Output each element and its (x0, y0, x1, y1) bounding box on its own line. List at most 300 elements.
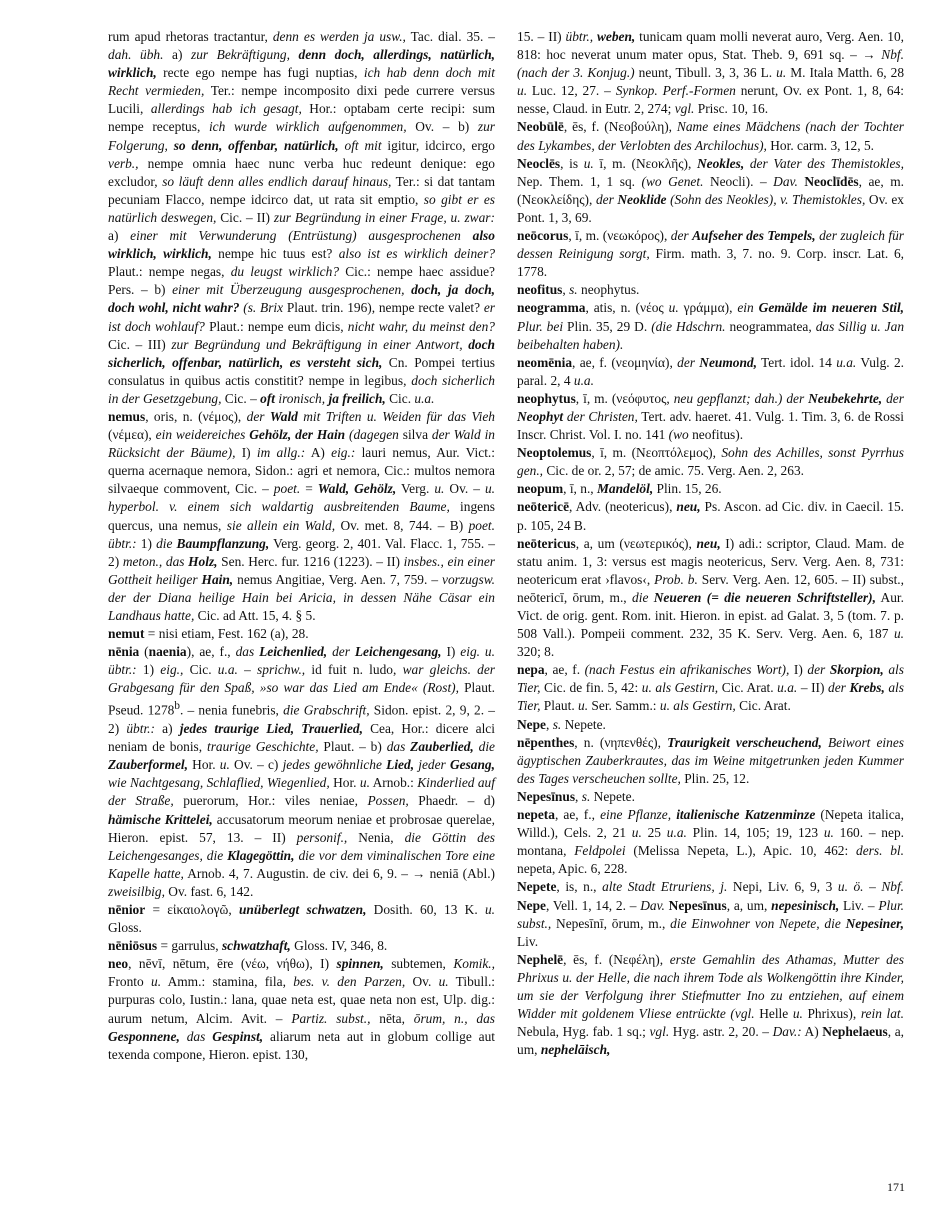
entry-text: einer mit Überzeugung ausgesprochenen, (172, 282, 405, 298)
entry-text: u. (517, 83, 528, 99)
entry-text: Aur. Vict. de orig. gent. Rom. init. Hieron. in epist. ad Galat. 3, 5 (tom. 7. p. 508 Vall.). Pompeii comment. 232, 35 K. Serv. Verg. Aen. 6, 187 (517, 589, 904, 642)
entry-text: er ist doch wohlauf? (108, 300, 495, 334)
entry-text: u. (631, 825, 642, 841)
entry-text: Gloss. (108, 920, 142, 936)
headword: Nepe (517, 897, 547, 913)
entry-text: der Wald in Rücksicht der Bäume), (108, 427, 495, 461)
entry-text: 25 (641, 825, 667, 841)
headword: neomēnia (517, 354, 573, 370)
entry-text: Verg. georg. 2, 401. Val. Flacc. 1, 755. – 2) (108, 535, 495, 569)
entry-text: , ae, m. (Νεοκλείδης), (517, 173, 904, 207)
entry-text: wie Nachtgesang, Schlaflied, Wiegenlied, (108, 775, 330, 791)
entry-text: nēta, (370, 1010, 414, 1026)
entry-text: Hor. (187, 757, 220, 773)
entry-text: Neueren (653, 589, 702, 605)
headword: Nepesīnus (668, 897, 727, 913)
entry-text: , ī, m. (Νεοπτόλεμος), (591, 445, 722, 461)
entry-text: u.a. (217, 662, 238, 678)
entry-text: , Vell. 1, 14, 2. – (546, 897, 641, 913)
entry-text: italienische Katzenminze (676, 807, 816, 823)
entry-text: eine Pflanze, (600, 807, 672, 823)
entry-text: die Einwohner von Nepete, die (670, 915, 841, 931)
entry-text: b (174, 700, 180, 713)
entry-text: , (575, 788, 582, 804)
entry-text: Nebula, Hyg. fab. 1 sq.; (517, 1024, 650, 1040)
entry-text: Luc. 12, 27. – (527, 83, 616, 99)
entry-text: Feldpolei (574, 843, 626, 859)
entry-text: also wirklich, wirklich, (108, 228, 495, 262)
entry-text: das (386, 739, 406, 755)
entry-text: , (546, 716, 553, 732)
entry-text: hämische Krittelei, (108, 811, 213, 827)
entry-text: Cic. – II) (216, 209, 274, 225)
entry-text: Hain, (201, 571, 234, 587)
entry-text: (s. Brix (243, 300, 284, 316)
headword: neogramma (517, 300, 586, 316)
entry-text (461, 228, 473, 243)
entry-text: ironisch, (278, 390, 326, 406)
entry-text: Nep. Them. 1, 1 sq. (517, 173, 642, 189)
dictionary-entry (517, 661, 904, 715)
entry-text: alte Stadt Etruriens, j. (602, 879, 728, 895)
entry-text: rum apud rhetoras tractantur, (108, 29, 273, 44)
entry-text: zur Folgerung, (108, 119, 495, 153)
entry-text: , ae, f. (544, 662, 585, 678)
entry-text: ōrum, n., das (413, 1010, 495, 1026)
entry-text: zur Bekräftigung, (190, 47, 290, 63)
entry-text: Fronto (108, 974, 151, 990)
entry-text: Vulg. 2. paral. 2, 4 (517, 354, 904, 388)
entry-text: (wo Genet. (641, 173, 704, 189)
entry-text: silva (398, 427, 432, 443)
entry-text: , a, um, (517, 1024, 904, 1058)
entry-text: Nenia, (347, 829, 405, 845)
dictionary-entry (108, 901, 495, 937)
entry-text: im allg.: (256, 445, 306, 461)
entry-text: poet. übtr.: (108, 517, 495, 551)
entry-text: u.a. (573, 372, 594, 388)
entry-text: – II) (797, 680, 829, 696)
entry-text: der (828, 680, 846, 696)
entry-text: , Adv. (neotericus), (569, 499, 677, 515)
left-column (108, 28, 495, 1064)
entry-text: , is, n., (556, 879, 603, 895)
entry-text: der (807, 662, 826, 678)
entry-text: Neocli). – (703, 173, 774, 189)
entry-text: , ae, f. (νεομηνία), (572, 354, 678, 370)
entry-text: , nēvī, nētum, ēre (νέω, νήθω), I) (128, 956, 337, 972)
entry-text: Dav.: (772, 1024, 802, 1040)
entry-text: Plur. subst., (517, 897, 905, 931)
entry-text: I) (235, 445, 257, 461)
entry-text: war gleichs. der Grabgesang für den Spaß, »so war das Lied am Ende« (Rost), (108, 662, 496, 696)
dictionary-entry (517, 155, 904, 227)
entry-text: Nepete. (590, 788, 635, 804)
headword: neopum (517, 481, 564, 497)
entry-text: die Grabschrift, (283, 702, 370, 718)
entry-text: Plin. 14, 105; 19, 123 (686, 825, 824, 841)
entry-text: Tert. adv. haeret. 41. Vulg. 1. Tim. 3, 6. de Rossi Inscr. Christ. Vol. I. no. 141 (517, 408, 904, 443)
entry-text: (wo (668, 427, 689, 443)
entry-text: Nepete. (561, 716, 606, 732)
entry-text: mit Triften u. Weiden für das Vieh (303, 408, 496, 424)
entry-text: Plaut.: nempe negas, (108, 264, 231, 280)
entry-text: Prob. (654, 571, 684, 587)
entry-text: Beiwort eines ägyptischen Zauberkrautes, das im Weine mitgetrunken jeden Kummer des Tages verscheuchen sollte, (517, 734, 904, 786)
entry-text: u. ö. (837, 879, 864, 895)
right-column (517, 28, 904, 1059)
entry-text: 1) (136, 662, 161, 678)
entry-text: der (246, 408, 265, 424)
entry-text: Cn. Pompei tertius consulatus in quibus actis constitit? nempe in legibus, (108, 354, 496, 388)
entry-text (290, 47, 299, 62)
entry-text: neofitus). (688, 427, 744, 443)
entry-text: a) (108, 228, 131, 244)
entry-text: u. (359, 775, 370, 791)
dictionary-entry (517, 28, 904, 118)
entry-text: s. (581, 788, 591, 804)
entry-text: Neokles, (696, 155, 745, 171)
entry-text: (die Hdschrn. (651, 318, 726, 334)
entry-text: = εἰκαιολογῶ, (145, 901, 239, 917)
entry-text: Phrixus), (802, 1006, 861, 1022)
entry-text: Tibull.: purpuras colo, Iustin.: lana, quae neta est, quae neta non est, Ulp. dig.: aurum netum, Alcim. Avit. – (108, 974, 496, 1026)
entry-text: neunt, Tibull. 3, 3, 36 L. (634, 65, 777, 81)
entry-text: u. (151, 974, 162, 990)
entry-text: γράμμα), (678, 300, 738, 316)
entry-text: der (886, 390, 904, 406)
entry-text: so läuft denn alles endlich darauf hinaus, (162, 173, 392, 189)
entry-text: der Christen, (566, 408, 638, 424)
entry-text: , is (560, 155, 584, 171)
entry-text: Lied, (386, 757, 415, 773)
entry-text: Arnob. 4, 7. Augustin. de civ. dei 6, 9. – → neniā (Abl.) (183, 865, 496, 881)
entry-text: , a, um (νεωτερικός), (575, 535, 697, 551)
entry-text: Leichengesang, (354, 644, 442, 660)
entry-text: eig. u. übtr.: (108, 644, 495, 678)
entry-text: Ter.: nempe incomposito dixi pede currere versus Lucili, (108, 83, 495, 117)
headword: Neobūlē (517, 119, 564, 135)
entry-text: Ser. Samm.: (588, 698, 660, 714)
dictionary-entry (517, 118, 904, 154)
entry-text: Ov. – c) (229, 757, 283, 773)
dictionary-entry (517, 951, 904, 1060)
headword: Nephelē (517, 951, 564, 967)
entry-text: Plin. 25, 12. (680, 770, 750, 786)
entry-text: u. (823, 825, 834, 841)
entry-text: einer mit Verwunderung (Entrüstung) ausgesprochenen (130, 228, 461, 244)
entry-text: nemus Angitiae, Verg. Aen. 7, 759. – (233, 571, 443, 587)
entry-text: vorzugsw. der der Diana heilige Hain bei Aricia, in dessen Nähe Cäsar ein Landhaus hatte, (108, 571, 495, 623)
entry-text: Gemälde im neueren Stil, (758, 300, 905, 316)
entry-text: u. (776, 65, 787, 81)
entry-text: Cic. Arat. (718, 680, 778, 696)
headword: neo (108, 956, 129, 972)
dictionary-entry (108, 937, 495, 955)
entry-text: Phaedr. – d) (408, 793, 495, 809)
dictionary-entry (517, 498, 904, 534)
entry-text: der (595, 191, 614, 207)
entry-text: , ae, f., (554, 807, 601, 823)
entry-text: ich wurde wirklich aufgenommen, (208, 119, 407, 135)
entry-text: , ī, n., (563, 481, 597, 497)
entry-text: Prisc. 10, 16. (694, 101, 769, 117)
entry-text: ī, m. (Νεοκλῆς), (593, 155, 697, 171)
entry-text: poet. (273, 481, 301, 497)
entry-text: Komik., (453, 956, 495, 972)
entry-text: Krebs, (849, 680, 885, 696)
entry-text: nephelāisch, (540, 1042, 611, 1058)
entry-text: u. (583, 155, 594, 171)
entry-text: A) (305, 445, 332, 461)
entry-text: bes. v. den Parzen, (293, 974, 406, 990)
entry-text: Wald, Gehölz, (317, 481, 397, 497)
entry-text: u. (668, 300, 679, 316)
entry-text: u.a. (414, 390, 435, 406)
entry-text: Nbf. (nach der 3. Konjug.) (517, 47, 904, 81)
dictionary-entry (108, 955, 495, 1064)
entry-text: Ov. ex Pont. 1, 3, 69. (517, 191, 904, 225)
entry-text: = (300, 481, 318, 497)
headword: nemut (108, 626, 145, 642)
entry-text: du leugst wirklich? (230, 264, 340, 280)
headword: neōcorus (517, 228, 569, 244)
entry-text: der (670, 228, 689, 244)
entry-text: oft mit (344, 137, 382, 153)
entry-text: Zauberlied, (410, 739, 474, 755)
entry-text: u. als Gestirn, (641, 680, 719, 696)
entry-text: Baumpflanzung, (176, 535, 270, 551)
entry-text: als Tier, (517, 680, 904, 714)
entry-text: 1) (136, 535, 157, 551)
entry-text: Plaut.: nempe eum dicis, (204, 318, 348, 334)
entry-text: Hyg. astr. 2, 20. – (669, 1024, 773, 1040)
entry-text: (νέμεα), (108, 427, 156, 443)
entry-text: Plaut. trin. 196), nempe recte valet? (283, 300, 484, 316)
entry-text: Leichenlied, (259, 644, 328, 660)
entry-text: Zauberformel, (108, 757, 188, 773)
entry-text: Traurigkeit verscheuchend, (667, 734, 822, 750)
entry-text: u. als Gestirn, (659, 698, 736, 714)
entry-text: Gesponnene, (108, 1028, 180, 1044)
entry-text: jedes traurige Lied, Trauerlied, (179, 721, 363, 737)
entry-text: rein lat. (860, 1006, 904, 1022)
entry-text: Nbf. (881, 879, 905, 895)
entry-text: insbes., ein einer Gottheit heiliger (108, 553, 495, 587)
dictionary-entry (108, 625, 495, 643)
headword: Nepe (517, 716, 547, 732)
entry-text: , (562, 282, 570, 298)
entry-text: der (677, 354, 695, 370)
entry-text: Nepi, Liv. 6, 9, 3 (727, 879, 838, 895)
entry-text: Gehölz, der Hain (249, 427, 346, 443)
entry-text: neu, (696, 535, 721, 551)
entry-text: Mandelöl, (597, 481, 654, 497)
entry-text: Cic. – III) (108, 336, 172, 352)
headword: Neoclīdēs (804, 173, 859, 189)
entry-text: meton., das (122, 553, 185, 569)
entry-text: Holz, (188, 553, 218, 569)
entry-text: neu, (676, 499, 701, 515)
dictionary-entry (517, 716, 904, 734)
entry-text: . – nenia funebris, (179, 702, 284, 718)
entry-text: Dav. (640, 897, 665, 913)
entry-text: neogrammatea, (725, 318, 816, 334)
entry-text: neophytus. (577, 282, 640, 298)
entry-text: spinnen, (336, 956, 384, 972)
dictionary-entry (517, 444, 904, 480)
headword: neofitus (517, 282, 563, 298)
entry-text: Plin. 35, 29 D. (563, 318, 652, 334)
entry-text: Cea, Hor.: dicere alci neniam de bonis, (108, 721, 495, 755)
headword: neophytus (517, 390, 576, 406)
entry-text: M. Itala Matth. 6, 28 (786, 65, 905, 81)
entry-text: doch sicherlich, offenbar, natürlich, es versteht sich, (108, 336, 495, 370)
entry-text: Ps. Ascon. ad Cic. div. in Caecil. 15. p. 105, 24 B. (517, 499, 904, 533)
entry-text: die (478, 739, 495, 755)
headword: neōtericus (517, 535, 576, 551)
entry-text: ja freilich, (328, 390, 386, 406)
entry-text: puerorum, Hor.: viles neniae, (173, 793, 368, 809)
entry-text: lauri nemus, Aur. Vict.: querna acernaque nemora, Sidon.: agri et nemora, Cic.: multos nemora silvaeque commovent, Cic. – (108, 445, 495, 497)
entry-text: Partiz. subst., (291, 1010, 371, 1026)
entry-text: so denn, offenbar, natürlich, (173, 137, 339, 153)
entry-text: Gespinst, (212, 1028, 264, 1044)
entry-text: übtr.: (126, 721, 155, 737)
entry-text: , ī, m. (νεωκόρος), (568, 228, 671, 244)
entry-text: Ov. fast. 6, 142. (164, 883, 254, 899)
entry-text: Nepesīnī, ōrum, m., (551, 915, 671, 931)
entry-text: also ist es wirklich deiner? (338, 246, 496, 262)
headword: naenia (148, 644, 187, 660)
entry-text: b. (687, 571, 698, 587)
entry-text: u.a. (666, 825, 687, 841)
headword: Nepete (517, 879, 557, 895)
entry-text: , ī, m. (νεόφυτος, (575, 390, 674, 406)
entry-text: Plur. bei (517, 318, 564, 334)
entry-text: unüberlegt schwatzen, (238, 901, 367, 917)
entry-text: Liv. (517, 933, 539, 949)
headword: Neoclēs (517, 155, 561, 171)
entry-text: Kinderlied auf der Straße, (108, 775, 495, 809)
entry-text: recte ego nempe has fugi nuptias, (156, 65, 364, 81)
entry-text: Dav. (773, 173, 798, 189)
dictionary-entry (517, 878, 904, 950)
entry-text: (Sohn des Neokles), v. Themistokles, (670, 191, 866, 207)
headword: Nepesīnus (517, 788, 576, 804)
headword: Nephelaeus (822, 1024, 888, 1040)
entry-text: der zugleich für dessen Reinigung sorgt, (517, 228, 905, 262)
entry-text: nerunt, Ov. ex Pont. 1, 8, 64: nesse, Claud. in Eutr. 2, 274; (517, 83, 905, 117)
entry-text: Neophyt (517, 408, 564, 424)
entry-text: I) adi.: scriptor, Claud. Mam. de statu anim. 1, 3: versus est magis neotericus, Serv. Verg. Aen. 8, 731: neotericum erat ›flavos‹, (517, 535, 905, 587)
entry-text: Tac. dial. 35. – (405, 29, 495, 44)
entry-text: u.a. (836, 354, 857, 370)
entry-text: Nepesiner, (845, 915, 905, 931)
entry-text: sprichw., (257, 662, 306, 678)
entry-text: Name eines Mädchens (nach der Tochter des Lykambes, der Verlobten des Archilochus), (517, 119, 904, 153)
entry-text: Cic. (385, 390, 415, 406)
entry-text: so gibt er es natürlich deswegen, (108, 191, 495, 225)
entry-text: u. (792, 1006, 803, 1022)
dictionary-entry (517, 281, 904, 299)
headword: Neoptolemus (517, 445, 592, 461)
entry-text: zweisilbig, (108, 883, 165, 899)
entry-text: = garrulus, (157, 938, 222, 954)
entry-text: ), ae, f., (186, 644, 236, 660)
entry-text: Tert. idol. 14 (756, 354, 837, 370)
dictionary-entry (517, 390, 904, 444)
entry-text: Ter.: si dat tantam pecuniam Flacco, nempe idcirco dat, ut rata sit emptio, (108, 173, 495, 207)
entry-text: personif., (296, 829, 348, 845)
entry-text: neu gepflanzt; dah.) der (673, 390, 805, 406)
entry-text: Serv. Verg. Aen. 12, 605. – II) subst., neōtericī, ōrum, m., (517, 571, 904, 605)
headword: neōtericē (517, 499, 570, 515)
entry-text: u. (578, 698, 589, 714)
entry-text: Sidon. epist. 2, 9, 2. – 2) (108, 702, 495, 737)
entry-text: 15. – II) (517, 29, 566, 44)
dictionary-entry (517, 806, 904, 878)
entry-text: als Tier, (517, 662, 904, 696)
entry-text: zur Begründung und Bekräftigung in einer Antwort, (171, 336, 463, 352)
entry-text: Gesang, (449, 757, 495, 773)
entry-text: Gloss. IV, 346, 8. (290, 938, 388, 954)
entry-text: (dagegen (349, 427, 399, 443)
entry-text: Hor. (329, 775, 360, 791)
entry-text: traurige Geschichte, (206, 739, 319, 755)
entry-text: Plin. 15, 26. (653, 481, 722, 497)
entry-text: zur Begründung in einer Frage, u. zwar: (273, 209, 495, 225)
entry-text: die Göttin des Leichengesanges, die (108, 829, 495, 863)
entry-text: Synkop. Perf.-Formen (615, 83, 736, 99)
entry-text: Wald (269, 408, 298, 424)
entry-text: Neoklide (617, 191, 667, 207)
entry-text: Cic. – (221, 390, 261, 406)
entry-text: doch sicherlich in der Gesetzgebung, (108, 372, 495, 406)
entry-text: die (156, 535, 173, 551)
entry-text: nempe hic tuus est? (211, 246, 339, 262)
dictionary-entry (517, 227, 904, 281)
dictionary-entry (108, 643, 495, 901)
entry-text: Possen, (367, 793, 409, 809)
entry-text: Ov. – b) (406, 119, 478, 135)
entry-text: ders. bl. (856, 843, 904, 859)
entry-text: verb., (108, 155, 139, 171)
entry-text: Amm.: stamina, fila, (161, 974, 294, 990)
entry-text: = nisi etiam, Fest. 162 (a), 28. (144, 626, 309, 642)
entry-text: ein weidereiches (155, 427, 246, 443)
headword: nepa (517, 662, 545, 678)
entry-text: accusatorum meorum neniae et probrosae querelae, Hieron. epist. 57, 13. – II) (108, 811, 495, 845)
entry-text: denn es werden ja usw., (272, 29, 406, 44)
entry-text: Firm. math. 3, 7. no. 9. Corp. inscr. Lat. 6, 1778. (517, 246, 905, 280)
entry-text: vgl. (674, 101, 695, 117)
entry-text: Cic. de fin. 5, 42: (540, 680, 642, 696)
entry-text: id fuit n. ludo, (305, 662, 403, 678)
entry-text: Klagegöttin, (227, 847, 295, 863)
headword: nepeta (517, 807, 555, 823)
entry-text: das (186, 1028, 206, 1044)
entry-text: nepesinisch, (771, 897, 840, 913)
headword: nemus (108, 408, 146, 424)
entry-text: Neubekehrte, (808, 390, 883, 406)
entry-text: erste Gemahlin des Athamas, Mutter des Phrixus u. der Helle, die nach ihrem Tode als Wolkengöttin ihre Kinder, um sie der Verfolgung ihrer Stiefmutter Ino zu entziehen, auf einem Widder mit goldenem Vliese entrückte (vgl. (517, 951, 904, 1022)
dictionary-entry (517, 354, 904, 390)
entry-text: doch, ja doch, doch wohl, nicht wahr? (108, 282, 495, 316)
dictionary-entry (517, 535, 904, 662)
entry-text: der (332, 644, 350, 660)
entry-text: u. (434, 481, 445, 497)
